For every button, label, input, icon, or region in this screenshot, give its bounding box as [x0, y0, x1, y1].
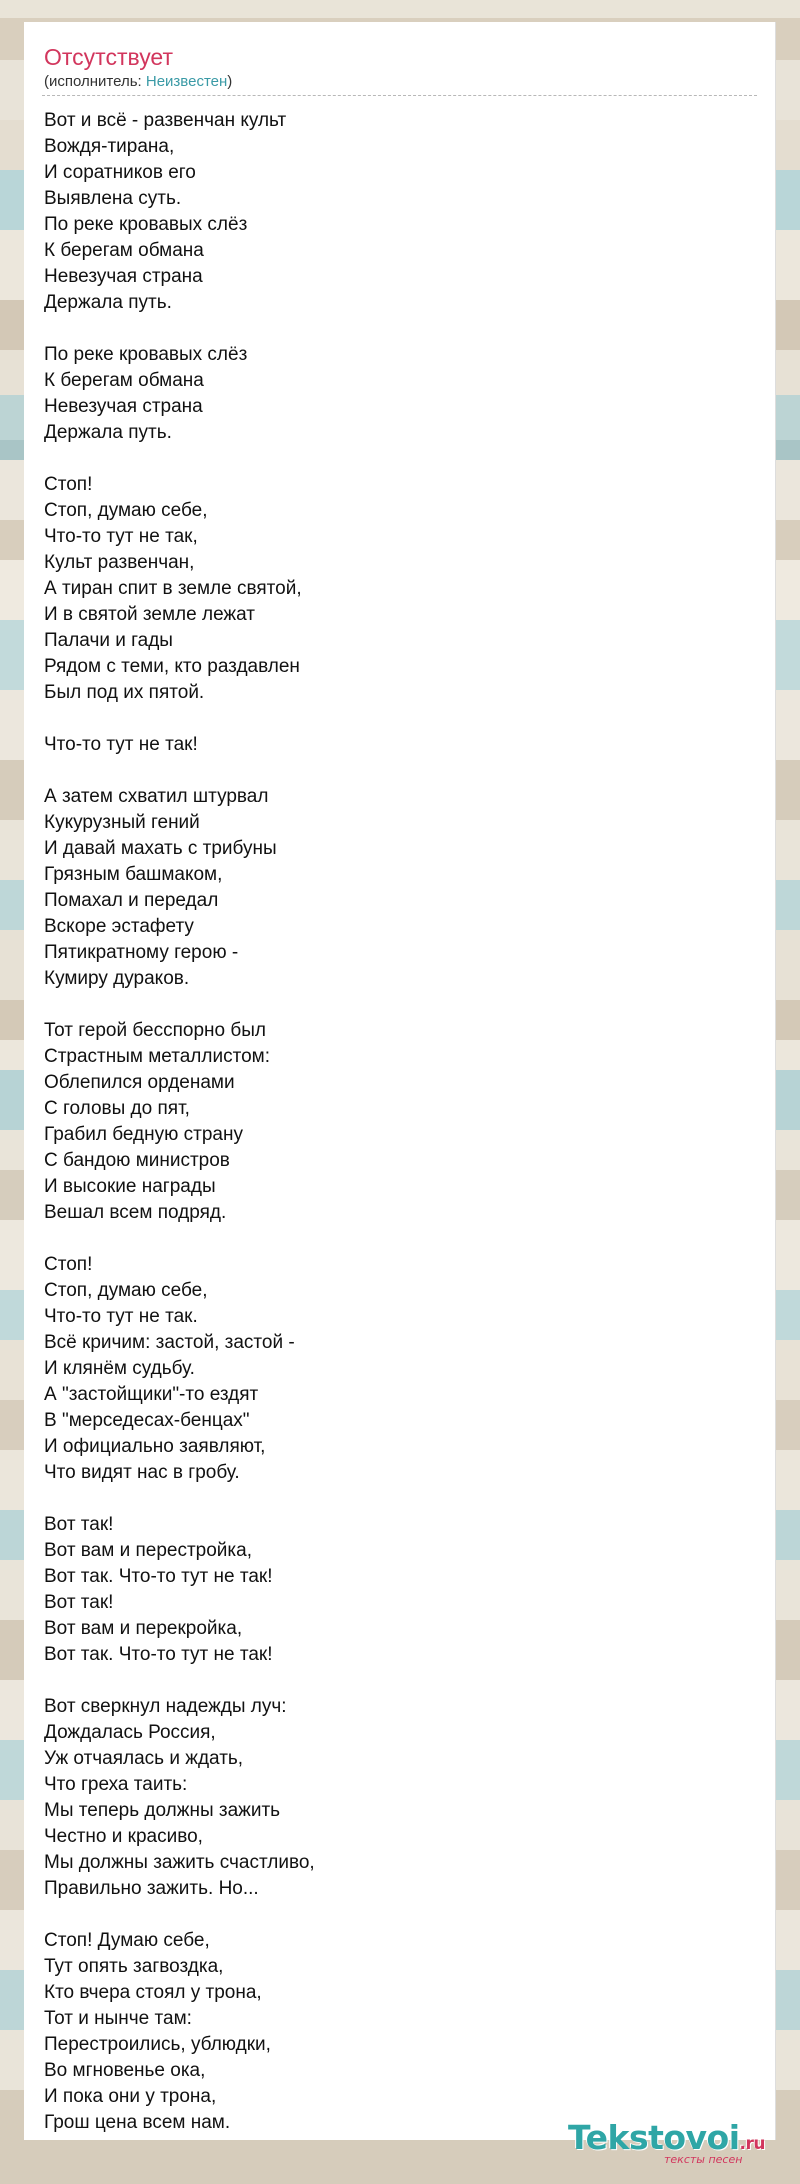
lyric-line: Мы должны зажить счастливо,	[44, 1852, 315, 1873]
lyric-line: Грязным башмаком,	[44, 864, 223, 885]
logo-brand: Tekstovoi	[568, 2118, 740, 2157]
lyrics-stanza	[44, 108, 757, 316]
lyric-line: Правильно зажить. Но...	[44, 1878, 259, 1899]
lyrics-stanza	[44, 472, 757, 706]
lyric-line: И официально заявляют,	[44, 1436, 266, 1457]
lyric-line: Вот сверкнул надежды луч:	[44, 1696, 287, 1717]
lyric-line: Держала путь.	[44, 422, 172, 443]
lyric-line: Мы теперь должны зажить	[44, 1800, 281, 1821]
lyric-line: Тут опять загвоздка,	[44, 1956, 224, 1977]
lyrics-card	[24, 22, 776, 2140]
lyric-line: А тиран спит в земле святой,	[44, 578, 302, 599]
lyric-line: Пятикратному герою -	[44, 942, 239, 963]
lyric-line: Грабил бедную страну	[44, 1124, 243, 1145]
lyric-line: Помахал и передал	[44, 890, 219, 911]
lyric-line: И высокие награды	[44, 1176, 216, 1197]
lyric-line: К берегам обмана	[44, 240, 204, 261]
lyrics-stanza	[44, 342, 757, 446]
lyric-line: Кукурузный гений	[44, 812, 200, 833]
lyric-line: Вешал всем подряд.	[44, 1202, 227, 1223]
lyric-line: Перестроились, ублюдки,	[44, 2034, 271, 2055]
lyric-line: Во мгновенье ока,	[44, 2060, 206, 2081]
site-logo[interactable]	[568, 2118, 768, 2166]
lyric-line: Страстным металлистом:	[44, 1046, 270, 1067]
lyric-line: Невезучая страна	[44, 266, 203, 287]
lyric-line: Вот так. Что-то тут не так!	[44, 1566, 273, 1587]
lyric-line: Что-то тут не так.	[44, 1306, 198, 1327]
lyric-line: Вождя-тирана,	[44, 136, 175, 157]
lyrics-stanza	[44, 1928, 757, 2136]
lyric-line: Дождалась Россия,	[44, 1722, 216, 1743]
lyric-line: Честно и красиво,	[44, 1826, 203, 1847]
lyric-line: А затем схватил штурвал	[44, 786, 269, 807]
lyrics-text	[42, 108, 757, 2136]
lyric-line: Держала путь.	[44, 292, 172, 313]
lyrics-stanza	[44, 1694, 757, 1902]
artist-line	[42, 72, 757, 96]
lyric-line: Вот вам и перестройка,	[44, 1540, 252, 1561]
lyric-line: Что-то тут не так,	[44, 526, 198, 547]
lyric-line: С бандою министров	[44, 1150, 230, 1171]
lyric-line: И клянём судьбу.	[44, 1358, 195, 1379]
artist-prefix: (исполнитель:	[44, 73, 146, 90]
song-title: Отсутствует	[44, 44, 173, 70]
lyric-line: Вот и всё - развенчан культ	[44, 110, 287, 131]
artist-link[interactable]: Неизвестен	[145, 73, 228, 90]
lyric-line: Грош цена всем нам.	[44, 2112, 231, 2133]
lyric-line: Невезучая страна	[44, 396, 203, 417]
lyric-line: Всё кричим: застой, застой -	[44, 1332, 295, 1353]
lyric-line: Кумиру дураков.	[44, 968, 190, 989]
logo-tld: .ru	[739, 2134, 765, 2154]
lyric-line: Культ развенчан,	[44, 552, 195, 573]
lyrics-stanza	[44, 1252, 757, 1486]
lyrics-stanza	[44, 1018, 757, 1226]
lyrics-stanza	[44, 732, 757, 758]
lyrics-stanza	[44, 784, 757, 992]
lyric-line: Вот так!	[44, 1592, 114, 1613]
lyric-line: К берегам обмана	[44, 370, 204, 391]
lyric-line: И соратников его	[44, 162, 196, 183]
lyric-line: Вот так!	[44, 1514, 114, 1535]
lyric-line: Облепился орденами	[44, 1072, 235, 1093]
lyric-line: Стоп! Думаю себе,	[44, 1930, 210, 1951]
artist-suffix: )	[227, 73, 233, 90]
lyric-line: Что видят нас в гробу.	[44, 1462, 240, 1483]
lyric-line: Вскоре эстафету	[44, 916, 194, 937]
lyric-line: Выявлена суть.	[44, 188, 182, 209]
lyric-line: Палачи и гады	[44, 630, 173, 651]
lyric-line: И в святой земле лежат	[44, 604, 255, 625]
logo-tagline: тексты песен	[664, 2153, 743, 2166]
lyric-line: Был под их пятой.	[44, 682, 205, 703]
lyric-line: А "застойщики"-то ездят	[44, 1384, 259, 1405]
lyric-line: Уж отчаялась и ждать,	[44, 1748, 244, 1769]
lyric-line: И пока они у трона,	[44, 2086, 217, 2107]
lyric-line: Тот герой бесспорно был	[44, 1020, 266, 1041]
lyric-line: В "мерседесах-бенцах"	[44, 1410, 250, 1431]
lyric-line: Стоп!	[44, 474, 93, 495]
lyric-line: По реке кровавых слёз	[44, 214, 248, 235]
lyric-line: С головы до пят,	[44, 1098, 190, 1119]
lyric-line: Вот так. Что-то тут не так!	[44, 1644, 273, 1665]
lyric-line: Стоп, думаю себе,	[44, 500, 208, 521]
lyric-line: Тот и нынче там:	[44, 2008, 192, 2029]
lyric-line: Рядом с теми, кто раздавлен	[44, 656, 300, 677]
lyrics-stanza	[44, 1512, 757, 1668]
lyric-line: Кто вчера стоял у трона,	[44, 1982, 262, 2003]
lyric-line: Вот вам и перекройка,	[44, 1618, 243, 1639]
logo-wordmark	[568, 2118, 765, 2157]
lyric-line: Что греха таить:	[44, 1774, 188, 1795]
lyric-line: Что-то тут не так!	[44, 734, 198, 755]
lyric-line: Стоп, думаю себе,	[44, 1280, 208, 1301]
lyric-line: По реке кровавых слёз	[44, 344, 248, 365]
lyric-line: И давай махать с трибуны	[44, 838, 277, 859]
lyric-line: Стоп!	[44, 1254, 93, 1275]
